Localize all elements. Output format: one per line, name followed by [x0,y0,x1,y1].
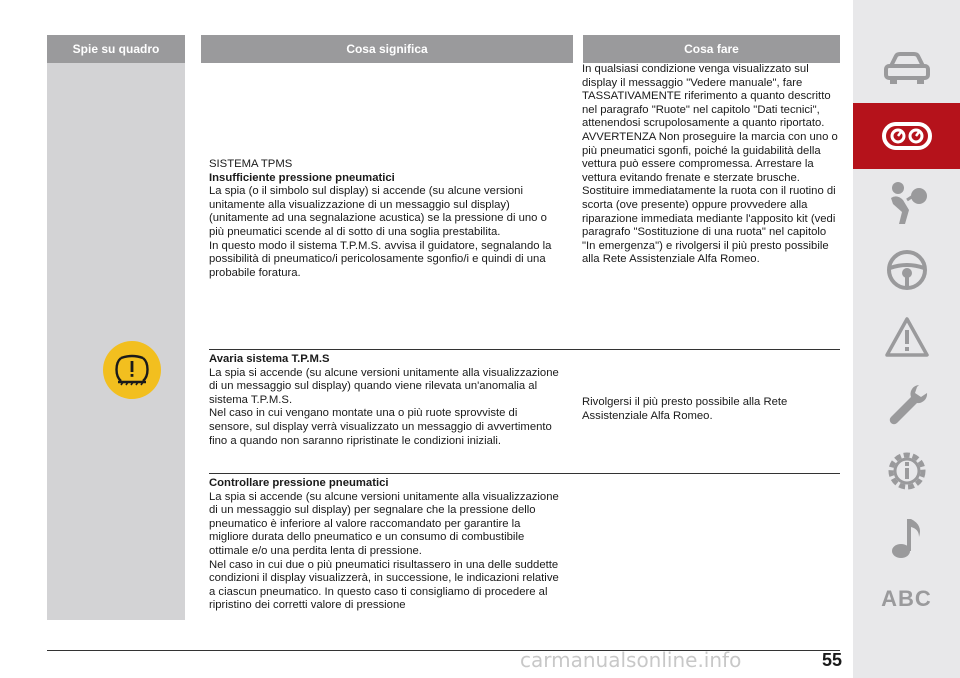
spie-table [47,35,840,623]
desc-paragraph: La spia (o il simbolo sul display) si accende (su alcune versioni unitamente alla visualizzazione di un messaggio sul display) (unitamente ad una segnalazione acustica) se la pressione di uno o più pneumatici scende al di sotto di una soglia prestabilita. [209,185,547,238]
row-controllare [209,477,840,647]
desc-paragraph: In questo modo il sistema T.P.M.S. avvisa il guidatore, segnalando la possibilità di pneumatico/i pericolosamente sgonfio/i e quindi di una probabile foratura. [209,239,552,279]
sidebar-item-safety[interactable] [853,170,960,236]
desc-cell [209,158,559,280]
todo-paragraph: AVVERTENZA Non proseguire la marcia con uno o più pneumatici sgonfi, poiché la guidabilità della vettura può essere compromessa. Arrestare la vettura evitando frenate e sterzate brusche. Sostituire immediatamente la ruota con il ruotino di scorta (ove presente) oppure provvedere alla riparazione immediata mediante l'apposito kit (vedi paragrafo "Sostituzione di una ruota" nel capitolo "In emergenza") e rivolgersi il più presto possibile alla Rete Assistenziale Alfa Romeo. [582,130,838,266]
sidebar-item-multimedia[interactable] [853,505,960,571]
sidebar-item-technical[interactable] [853,438,960,504]
steering-wheel-icon [885,248,929,292]
sidebar-item-car[interactable] [853,36,960,102]
sidebar-item-index[interactable] [853,566,960,632]
gear-info-icon [884,448,930,494]
row-avaria [209,353,840,471]
tpms-warning-icon [103,341,161,399]
header-fare: Cosa fare [583,35,840,63]
car-icon [883,52,931,86]
row-title: Controllare pressione pneumatici [209,477,389,489]
sidebar-item-starting[interactable] [853,237,960,303]
row-title-plain: SISTEMA TPMS [209,158,293,170]
airbag-person-icon [885,180,929,226]
header-significa: Cosa significa [201,35,573,63]
todo-cell [582,63,840,267]
abc-index-label: ABC [881,586,932,611]
desc-paragraph: La spia si accende (su alcune versioni unitamente alla visualizzazione di un messaggio sul display) per segnalare che la pressione dello pneumatico è inferiore al valore raccomandato per garantire la migliore durata dello pneumatico e un consumo di combustibile ottimale e/o una perdita lenta di pressione. [209,490,559,557]
header-spie: Spie su quadro [47,35,185,63]
todo-cell [582,396,840,423]
desc-paragraph: La spia si accende (su alcune versioni unitamente alla visualizzazione di un messaggio sul display) quando viene rilevata un'anomalia al sistema T.P.M.S. [209,366,559,406]
sidebar-item-maintenance[interactable] [853,371,960,437]
sidebar-item-dashboard[interactable] [853,103,960,169]
row-divider [209,349,840,350]
desc-paragraph: Nel caso in cui vengano montate una o più ruote sprovviste di sensore, sul display verrà visualizzato un messaggio di avvertimento fino a quando non saranno ripristinate le condizioni iniziali. [209,407,552,447]
desc-paragraph: Nel caso in cui due o più pneumatici risultassero in una delle suddette condizioni il display visualizzerà, in successione, le indicazioni relative a ciascun pneumatico. In questo caso ti consigliamo di procedere al ripristino dei corretti valore di pressione [209,558,559,612]
row-title: Avaria sistema T.P.M.S [209,353,330,365]
table-header [47,35,840,63]
todo-paragraph: In qualsiasi condizione venga visualizzato sul display il messaggio "Vedere manuale", fare TASSATIVAMENTE riferimento a quanto descritto nel paragrafo "Ruote" nel capitolo "Dati tecnici", attenendosi scrupolosamente a quanto riportato. [582,63,831,130]
wrench-icon [885,381,929,427]
row-insufficiente [209,63,840,348]
table-body [47,63,840,623]
icon-cell [47,63,185,620]
sidebar-item-warnings[interactable] [853,304,960,370]
desc-cell [209,353,559,448]
dashboard-icon [882,121,932,151]
warning-triangle-icon [884,316,930,358]
desc-cell [209,477,559,613]
row-divider [209,473,840,474]
watermark: carmanualsonline.info [520,648,742,672]
row-title: Insufficiente pressione pneumatici [209,171,395,184]
todo-paragraph: Rivolgersi il più presto possibile alla Rete Assistenziale Alfa Romeo. [582,396,788,422]
music-note-icon [887,515,927,561]
page-number: 55 [822,650,843,670]
chapter-sidebar [853,0,960,678]
